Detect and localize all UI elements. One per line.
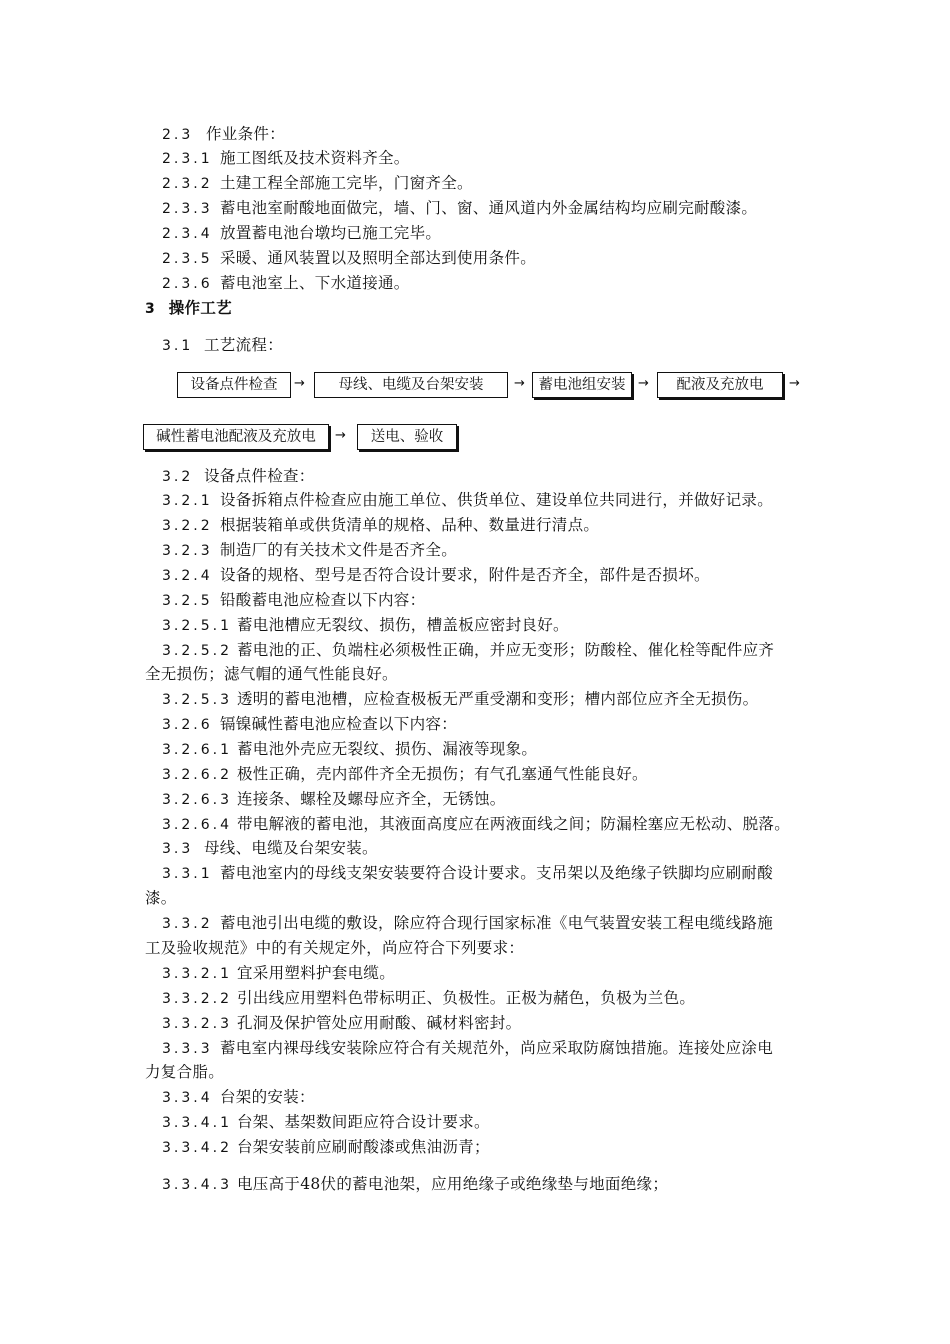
text-line: 3.3.4.1 台架、基架数间距应符合设计要求。	[162, 1113, 490, 1131]
text-line: 3.3.1 蓄电池室内的母线支架安装要符合设计要求。支吊架以及绝缘子铁脚均应刷耐酸	[162, 864, 774, 882]
text-line: 3.2.4 设备的规格、型号是否符合设计要求，附件是否齐全，部件是否损坏。	[162, 566, 710, 584]
text-line: 3.3.4.3 电压高于48伏的蓄电池架，应用绝缘子或绝缘垫与地面绝缘；	[162, 1175, 669, 1193]
text-line: 2.3.5 采暖、通风装置以及照明全部达到使用条件。	[162, 249, 537, 267]
text-line: 3.2.1 设备拆箱点件检查应由施工单位、供货单位、建设单位共同进行，并做好记录。	[162, 491, 774, 509]
text-line: 工及验收规范》中的有关规定外，尚应符合下列要求：	[145, 939, 525, 957]
flow-step-alkaline-electrolyte-charge: 碱性蓄电池配液及充放电	[143, 424, 329, 450]
text-line: 3.2 设备点件检查：	[162, 467, 315, 485]
flow-arrow: →	[638, 376, 649, 391]
flow-arrow: →	[789, 376, 800, 391]
flow-step-power-on-acceptance: 送电、验收	[357, 424, 457, 450]
text-line: 2.3 作业条件：	[162, 125, 286, 143]
text-line: 3.3.2.1 宜采用塑料护套电缆。	[162, 964, 396, 982]
flow-step-battery-install: 蓄电池组安装	[532, 372, 632, 398]
section-heading: 3 操作工艺	[145, 299, 232, 317]
text-line: 3.3.2.2 引出线应用塑料色带标明正、负极性。正极为赭色，负极为兰色。	[162, 989, 696, 1007]
text-line: 3.2.5.2 蓄电池的正、负端柱必须极性正确，并应无变形；防酸栓、催化栓等配件应齐	[162, 641, 775, 659]
text-line: 3.3.3 蓄电室内裸母线安装除应符合有关规范外，尚应采取防腐蚀措施。连接处应涂电	[162, 1039, 774, 1057]
text-line: 2.3.4 放置蓄电池台墩均已施工完毕。	[162, 224, 442, 242]
text-line: 漆。	[145, 889, 177, 907]
text-line: 3.3.4.2 台架安装前应刷耐酸漆或焦油沥青；	[162, 1138, 490, 1156]
text-line: 3.2.5.1 蓄电池槽应无裂纹、损伤，槽盖板应密封良好。	[162, 616, 569, 634]
text-line: 3.3.4 台架的安装：	[162, 1088, 315, 1106]
flow-step-equipment-check: 设备点件检查	[177, 372, 291, 398]
text-line: 3.1 工艺流程：	[162, 336, 284, 354]
text-line: 3.2.6.4 带电解液的蓄电池，其液面高度应在两液面线之间；防漏栓塞应无松动、脱落。	[162, 815, 791, 833]
text-line: 2.3.6 蓄电池室上、下水道接通。	[162, 274, 410, 292]
flow-step-electrolyte-charge: 配液及充放电	[657, 372, 783, 398]
text-line: 2.3.1 施工图纸及技术资料齐全。	[162, 149, 410, 167]
flow-step-busbar-cable-rack: 母线、电缆及台架安装	[314, 372, 508, 398]
text-line: 3.3 母线、电缆及台架安装。	[162, 839, 378, 857]
text-line: 3.2.3 制造厂的有关技术文件是否齐全。	[162, 541, 458, 559]
text-line: 3.2.6.2 极性正确，壳内部件齐全无损伤；有气孔塞通气性能良好。	[162, 765, 648, 783]
text-line: 2.3.3 蓄电池室耐酸地面做完，墙、门、窗、通风道内外金属结构均应刷完耐酸漆。	[162, 199, 758, 217]
text-line: 3.2.6.1 蓄电池外壳应无裂纹、损伤、漏液等现象。	[162, 740, 538, 758]
flow-arrow: →	[514, 376, 525, 391]
text-line: 3.2.5.3 透明的蓄电池槽，应检查极板无严重受潮和变形；槽内部位应齐全无损伤。	[162, 690, 759, 708]
flow-arrow: →	[335, 428, 346, 443]
text-line: 全无损伤；滤气帽的通气性能良好。	[145, 665, 398, 683]
text-line: 3.3.2.3 孔洞及保护管处应用耐酸、碱材料密封。	[162, 1014, 522, 1032]
text-line: 3.2.5 铅酸蓄电池应检查以下内容：	[162, 591, 426, 609]
text-line: 2.3.2 土建工程全部施工完毕，门窗齐全。	[162, 174, 473, 192]
text-line: 力复合脂。	[145, 1063, 225, 1081]
text-line: 3.3.2 蓄电池引出电缆的敷设，除应符合现行国家标准《电气装置安装工程电缆线路施	[162, 914, 774, 932]
text-line: 3.2.6 镉镍碱性蓄电池应检查以下内容：	[162, 715, 458, 733]
text-line: 3.2.2 根据装箱单或供货清单的规格、品种、数量进行清点。	[162, 516, 600, 534]
flow-arrow: →	[294, 376, 305, 391]
text-line: 3.2.6.3 连接条、螺栓及螺母应齐全，无锈蚀。	[162, 790, 506, 808]
